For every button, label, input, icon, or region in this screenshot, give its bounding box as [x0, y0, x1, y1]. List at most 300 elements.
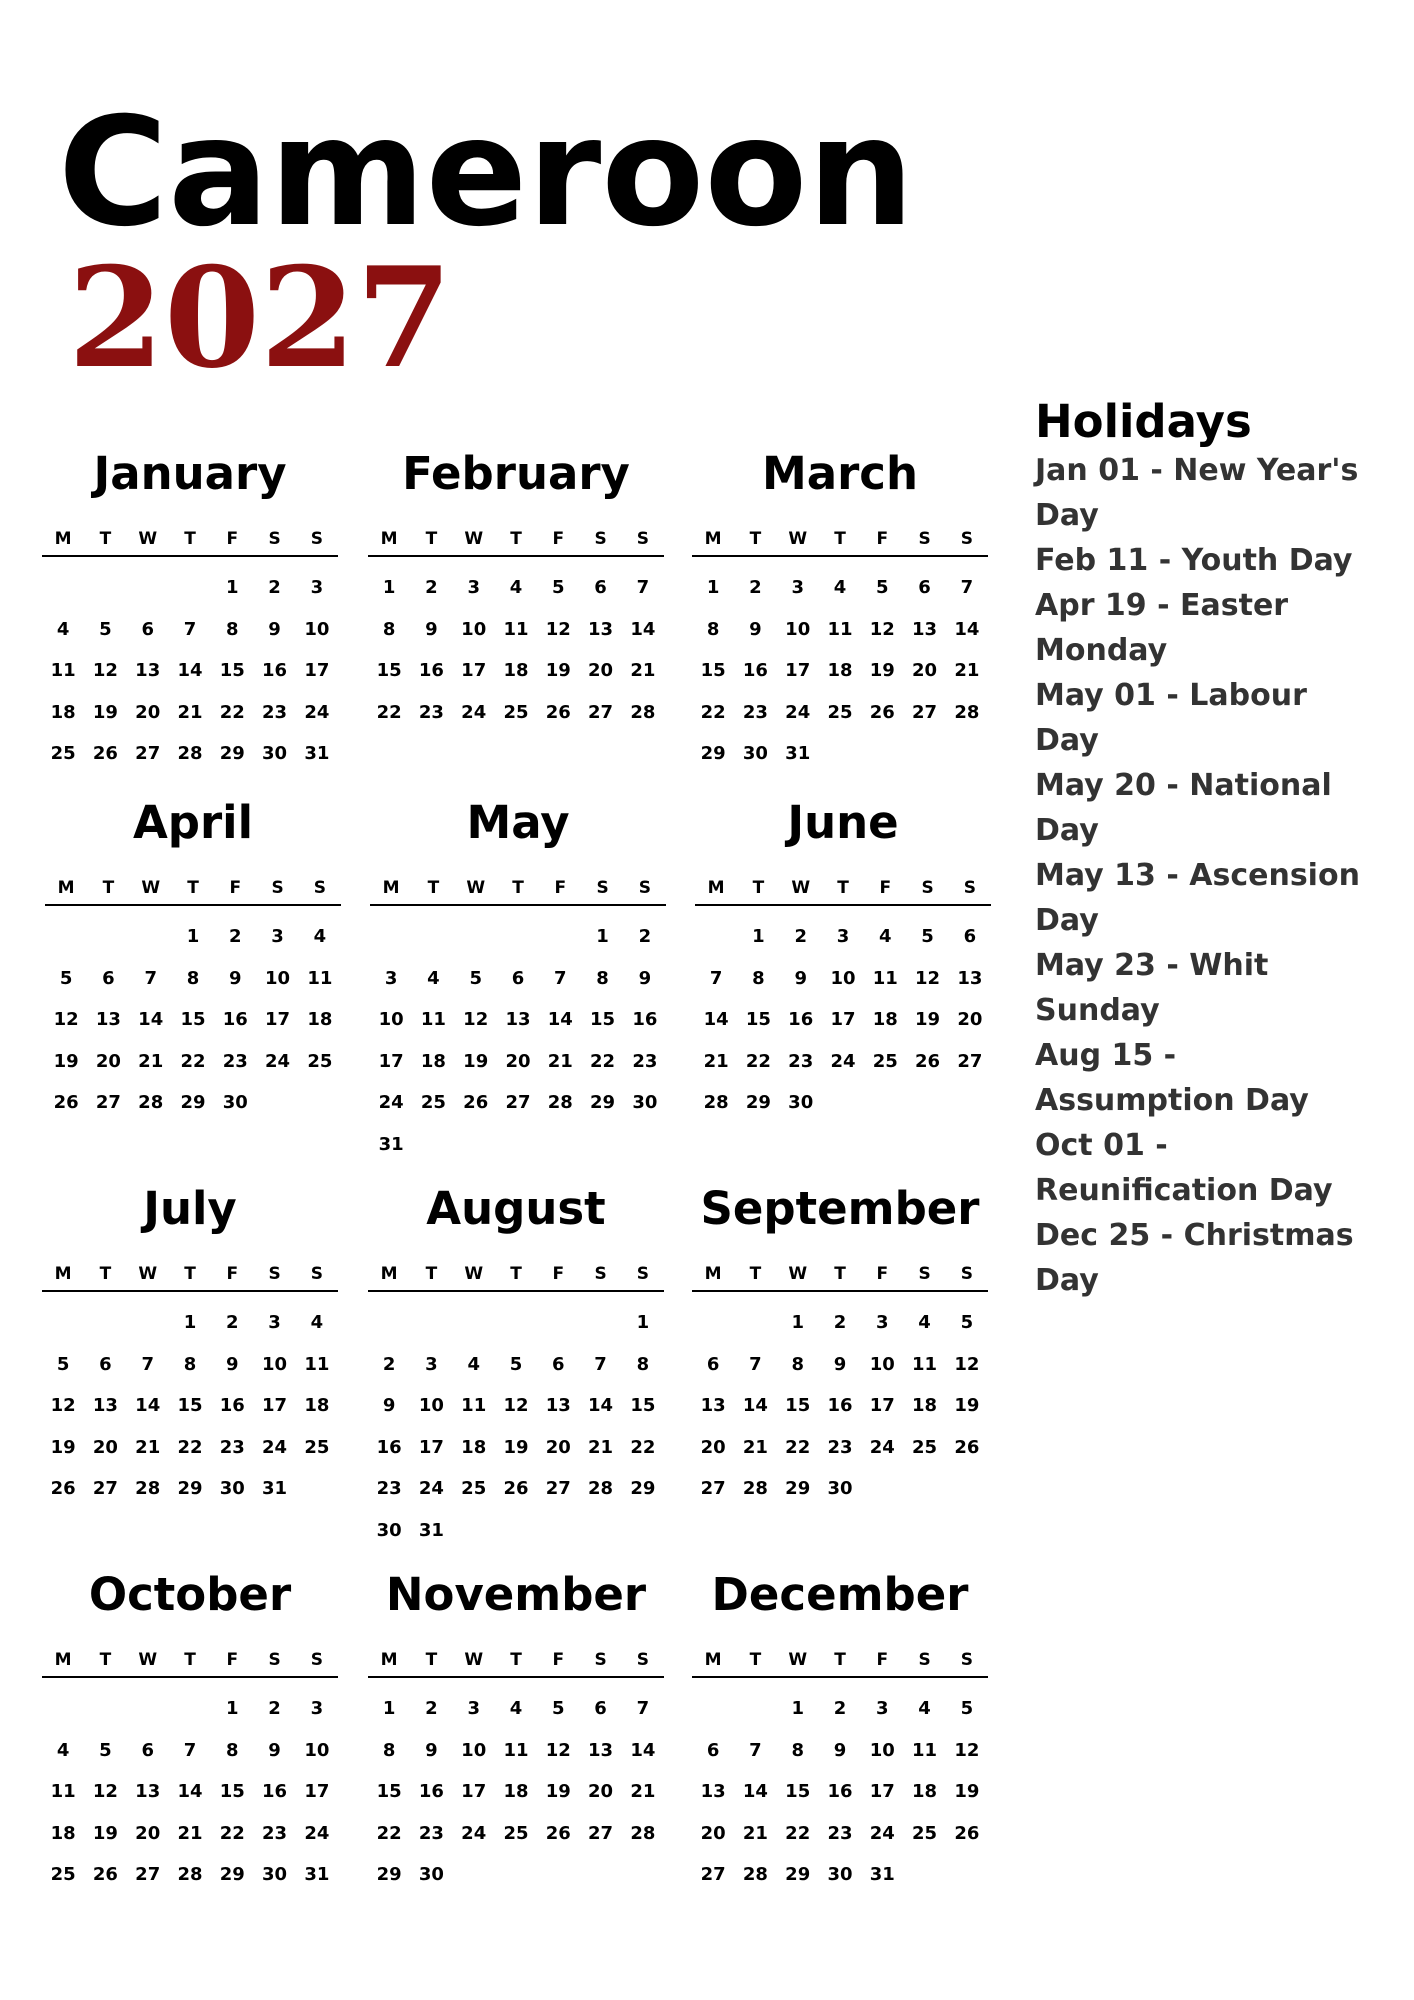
month-october: [42, 1567, 338, 1896]
weekday-header-row: [368, 529, 664, 557]
day-cell: 12: [545, 618, 571, 640]
day-cell: 7: [636, 1698, 650, 1719]
day-cell: 19: [915, 1009, 941, 1030]
day-cell: 4: [918, 1698, 931, 1719]
weekday-label: T: [187, 878, 199, 898]
day-cell: 10: [418, 1395, 444, 1416]
day-cell: 4: [918, 1312, 931, 1333]
day-cell: 3: [791, 577, 804, 598]
day-cell: 1: [596, 926, 609, 947]
weekday-label: T: [184, 1650, 196, 1670]
month-april: [45, 795, 341, 1124]
holiday-item: Feb 11 - Youth Day: [1035, 543, 1353, 578]
day-cell: 12: [92, 660, 118, 681]
weekday-label: W: [791, 878, 811, 898]
weekday-header-row: [45, 878, 341, 906]
day-cell: 19: [869, 660, 895, 681]
day-cell: 19: [92, 701, 118, 723]
day-cell: 4: [427, 967, 440, 989]
day-cell: 26: [869, 701, 895, 723]
weekday-label: T: [837, 878, 849, 898]
month-august: [368, 1181, 664, 1551]
day-grid: [42, 557, 338, 775]
weekday-label: W: [138, 529, 158, 549]
day-cell: 3: [467, 1698, 480, 1719]
day-cell: 30: [788, 1092, 814, 1113]
weekday-label: S: [594, 1650, 607, 1670]
holiday-item: Oct 01 - Reunification Day: [1035, 1128, 1333, 1208]
day-cell: 19: [545, 660, 571, 681]
weekday-label: S: [636, 1650, 649, 1670]
day-cell: 25: [304, 1436, 330, 1458]
day-cell-empty: [130, 916, 172, 958]
day-cell: 13: [135, 660, 161, 681]
day-cell: 21: [630, 1781, 656, 1802]
day-cell: 31: [418, 1519, 444, 1541]
day-cell: 9: [382, 1395, 396, 1416]
day-cell: 20: [92, 1436, 118, 1458]
holiday-item: May 23 - Whit Sunday: [1035, 948, 1269, 1028]
day-cell: 4: [56, 618, 70, 640]
day-cell: 4: [56, 1739, 70, 1761]
day-cell: 25: [50, 1864, 76, 1885]
day-cell: 15: [630, 1395, 656, 1416]
holiday-item: Jan 01 - New Year's Day: [1035, 453, 1359, 533]
day-cell: 22: [376, 1822, 402, 1844]
weekday-label: W: [138, 1264, 158, 1284]
weekday-label: S: [918, 529, 931, 549]
weekday-label: S: [918, 1264, 931, 1284]
day-cell: 1: [186, 926, 200, 947]
weekday-label: M: [382, 878, 400, 898]
weekday-label: S: [310, 1650, 323, 1670]
weekday-label: M: [57, 878, 75, 898]
day-cell: 1: [791, 1312, 804, 1333]
day-cell: 6: [141, 1739, 154, 1761]
day-cell: 16: [418, 1781, 444, 1802]
day-cell: 22: [177, 1436, 203, 1458]
country-title: Cameroon: [58, 86, 915, 260]
day-cell: 15: [219, 660, 245, 681]
day-cell: 25: [912, 1822, 938, 1844]
day-cell: 20: [135, 1822, 161, 1844]
day-cell: 6: [99, 1353, 112, 1375]
day-cell: 2: [268, 577, 281, 598]
month-january: [42, 446, 338, 775]
weekday-label: W: [464, 1650, 484, 1670]
day-cell: 1: [636, 1312, 650, 1333]
day-cell: 8: [226, 1739, 239, 1761]
weekday-label: T: [834, 529, 846, 549]
day-cell: 19: [50, 1436, 76, 1458]
day-cell: 21: [135, 1436, 161, 1458]
day-cell: 30: [262, 1864, 288, 1885]
day-cell: 16: [788, 1009, 814, 1030]
month-name: December: [711, 1568, 969, 1621]
day-cell: 16: [632, 1009, 658, 1030]
day-cell: 31: [304, 1864, 330, 1885]
holidays-panel: [1035, 395, 1375, 1303]
day-cell-empty: [734, 1688, 776, 1730]
day-cell: 23: [632, 1050, 658, 1072]
day-cell: 13: [588, 618, 614, 640]
day-cell: 10: [785, 618, 811, 640]
day-cell: 30: [219, 1478, 245, 1499]
day-cell: 29: [590, 1092, 616, 1113]
weekday-label: S: [596, 878, 609, 898]
weekday-label: M: [54, 529, 72, 549]
day-cell: 6: [511, 967, 525, 989]
day-cell: 2: [268, 1698, 281, 1719]
day-cell: 23: [222, 1050, 248, 1072]
day-cell: 12: [545, 1739, 571, 1761]
weekday-label: W: [464, 1264, 484, 1284]
day-cell: 9: [425, 1739, 438, 1761]
day-cell: 18: [420, 1050, 446, 1072]
year-title: 2027: [68, 236, 453, 399]
day-cell: 5: [59, 967, 73, 989]
day-cell: 21: [630, 660, 656, 681]
weekday-label: S: [268, 1650, 281, 1670]
day-cell: 25: [503, 1822, 529, 1844]
day-cell: 24: [461, 701, 487, 723]
day-cell-empty: [127, 567, 169, 609]
day-cell: 30: [418, 1864, 444, 1885]
day-cell: 3: [836, 926, 850, 947]
day-cell-empty: [455, 916, 497, 958]
day-cell: 1: [382, 577, 396, 598]
day-cell: 2: [229, 926, 242, 947]
day-cell: 17: [262, 1395, 288, 1416]
day-cell: 16: [376, 1436, 402, 1458]
day-cell: 25: [307, 1050, 333, 1072]
day-cell-empty: [692, 1302, 734, 1344]
day-cell-empty: [495, 1302, 537, 1344]
day-cell: 20: [505, 1050, 531, 1072]
day-cell: 31: [869, 1864, 895, 1885]
day-cell: 9: [268, 618, 281, 640]
day-cell: 25: [50, 743, 76, 764]
day-cell: 26: [463, 1092, 489, 1113]
weekday-label: T: [99, 1650, 112, 1670]
day-cell: 5: [469, 967, 482, 989]
day-cell-empty: [692, 1688, 734, 1730]
day-cell: 5: [960, 1312, 974, 1333]
month-name: June: [787, 796, 899, 849]
month-name: August: [426, 1182, 606, 1235]
day-cell: 13: [912, 618, 938, 640]
weekday-label: T: [749, 1264, 762, 1284]
day-cell-empty: [453, 1302, 495, 1344]
day-cell: 27: [545, 1478, 571, 1499]
day-cell: 21: [742, 1822, 768, 1844]
day-grid: [695, 906, 991, 1124]
day-cell: 25: [461, 1478, 487, 1499]
day-cell: 3: [271, 926, 284, 947]
weekday-label: W: [141, 878, 161, 898]
weekday-label: S: [960, 1650, 973, 1670]
day-cell: 2: [638, 926, 652, 947]
day-cell: 10: [461, 618, 487, 640]
day-cell: 24: [304, 1822, 330, 1844]
day-cell: 26: [915, 1050, 941, 1072]
day-cell: 29: [630, 1478, 656, 1499]
day-cell: 3: [384, 967, 398, 989]
day-grid: [692, 557, 988, 775]
day-cell: 22: [700, 701, 726, 723]
weekday-label: S: [963, 878, 976, 898]
day-cell: 24: [869, 1436, 895, 1458]
day-cell: 1: [226, 1698, 239, 1719]
day-cell: 6: [102, 967, 115, 989]
weekday-label: F: [879, 878, 892, 898]
day-cell: 25: [872, 1050, 898, 1072]
day-cell: 21: [703, 1050, 729, 1072]
day-cell: 17: [461, 1781, 487, 1802]
day-cell: 1: [226, 577, 239, 598]
day-cell: 13: [545, 1395, 571, 1416]
day-cell: 21: [588, 1436, 614, 1458]
weekday-label: S: [268, 1264, 281, 1284]
day-cell: 31: [785, 743, 811, 764]
weekday-label: W: [788, 1264, 808, 1284]
day-cell: 22: [745, 1050, 771, 1072]
day-cell: 28: [630, 1822, 656, 1844]
day-cell: 16: [219, 1395, 245, 1416]
day-cell-empty: [695, 916, 737, 958]
day-cell: 7: [144, 967, 157, 989]
weekday-label: M: [704, 1264, 722, 1284]
day-cell: 14: [742, 1395, 768, 1416]
month-name: January: [93, 447, 287, 500]
day-cell: 16: [827, 1395, 853, 1416]
day-cell: 11: [461, 1395, 487, 1416]
day-cell-empty: [497, 916, 539, 958]
day-cell: 27: [505, 1092, 531, 1113]
day-cell: 31: [304, 743, 330, 764]
weekday-header-row: [692, 1264, 988, 1292]
weekday-label: T: [834, 1650, 846, 1670]
day-cell: 16: [262, 1781, 288, 1802]
day-cell: 20: [700, 1822, 726, 1844]
day-cell-empty: [539, 916, 581, 958]
weekday-label: F: [226, 1264, 239, 1284]
weekday-header-row: [370, 878, 666, 906]
day-cell: 27: [92, 1478, 118, 1499]
day-cell: 11: [420, 1009, 446, 1030]
day-cell: 27: [700, 1864, 726, 1885]
day-cell: 7: [749, 1739, 762, 1761]
day-cell: 24: [378, 1092, 404, 1113]
weekday-header-row: [368, 1264, 664, 1292]
weekday-label: F: [226, 1650, 239, 1670]
weekday-label: T: [834, 1264, 846, 1284]
day-cell: 29: [700, 743, 726, 764]
weekday-label: S: [918, 1650, 931, 1670]
day-cell: 26: [92, 1864, 118, 1885]
weekday-label: T: [752, 878, 765, 898]
day-cell: 21: [177, 701, 203, 723]
day-cell: 12: [915, 967, 941, 989]
day-cell: 13: [957, 967, 983, 989]
day-cell: 4: [509, 577, 523, 598]
weekday-header-row: [368, 1650, 664, 1678]
day-cell-empty: [45, 916, 87, 958]
day-cell: 21: [742, 1436, 768, 1458]
weekday-label: M: [54, 1264, 72, 1284]
day-cell: 24: [830, 1050, 856, 1072]
day-cell: 8: [596, 967, 609, 989]
day-cell: 1: [382, 1698, 396, 1719]
day-cell: 17: [304, 1781, 330, 1802]
day-cell: 21: [177, 1822, 203, 1844]
day-cell: 5: [99, 1739, 112, 1761]
day-cell: 7: [749, 1353, 762, 1375]
weekday-label: S: [638, 878, 651, 898]
weekday-label: S: [594, 1264, 607, 1284]
weekday-label: T: [749, 1650, 762, 1670]
weekday-label: M: [704, 529, 722, 549]
day-cell: 1: [183, 1312, 197, 1333]
weekday-label: M: [704, 1650, 722, 1670]
month-march: [692, 446, 988, 775]
day-cell: 3: [467, 577, 480, 598]
day-cell: 8: [636, 1353, 650, 1375]
day-cell: 27: [588, 1822, 614, 1844]
weekday-label: T: [99, 529, 112, 549]
day-cell-empty: [579, 1302, 621, 1344]
day-cell: 11: [503, 618, 529, 640]
weekday-label: S: [594, 529, 607, 549]
day-cell: 9: [794, 967, 807, 989]
day-cell: 12: [50, 1395, 76, 1416]
weekday-label: F: [226, 529, 239, 549]
day-cell: 2: [425, 577, 438, 598]
day-cell: 26: [503, 1478, 529, 1499]
day-cell: 7: [709, 967, 723, 989]
weekday-label: T: [184, 529, 196, 549]
day-cell: 7: [183, 1739, 197, 1761]
weekday-label: S: [271, 878, 284, 898]
day-cell: 29: [785, 1478, 811, 1499]
day-cell: 30: [742, 743, 768, 764]
weekday-label: F: [552, 1264, 565, 1284]
day-cell: 8: [382, 618, 396, 640]
day-cell: 10: [869, 1353, 895, 1375]
weekday-header-row: [692, 1650, 988, 1678]
day-cell: 6: [552, 1353, 565, 1375]
day-cell: 11: [307, 967, 333, 989]
day-cell: 22: [219, 701, 245, 723]
day-cell: 15: [590, 1009, 616, 1030]
day-cell: 27: [95, 1092, 121, 1113]
day-cell: 22: [785, 1822, 811, 1844]
day-cell: 12: [503, 1395, 529, 1416]
day-cell: 12: [92, 1781, 118, 1802]
month-name: September: [700, 1182, 980, 1235]
day-cell: 17: [265, 1009, 291, 1030]
day-cell-empty: [412, 916, 454, 958]
day-cell: 7: [594, 1353, 607, 1375]
day-cell: 27: [912, 701, 938, 723]
day-cell: 9: [833, 1353, 847, 1375]
day-cell-empty: [169, 1688, 211, 1730]
day-cell: 1: [791, 1698, 804, 1719]
day-cell: 3: [268, 1312, 281, 1333]
weekday-header-row: [692, 529, 988, 557]
day-grid: [368, 1292, 664, 1551]
day-cell: 18: [307, 1009, 333, 1030]
day-cell: 13: [588, 1739, 614, 1761]
day-cell: 4: [467, 1353, 480, 1375]
weekday-label: S: [310, 529, 323, 549]
day-cell: 1: [706, 577, 720, 598]
holiday-item: Dec 25 - Christmas Day: [1035, 1218, 1354, 1298]
day-cell: 7: [141, 1353, 154, 1375]
day-cell: 22: [376, 701, 402, 723]
day-cell: 24: [869, 1822, 895, 1844]
day-cell: 11: [912, 1353, 938, 1375]
day-cell: 24: [785, 701, 811, 723]
day-cell: 8: [382, 1739, 396, 1761]
day-cell: 13: [92, 1395, 118, 1416]
holiday-item: May 01 - Labour Day: [1035, 678, 1307, 758]
day-cell: 10: [304, 618, 330, 640]
weekday-header-row: [42, 529, 338, 557]
day-cell: 28: [177, 743, 203, 764]
day-cell: 22: [785, 1436, 811, 1458]
weekday-label: S: [313, 878, 326, 898]
weekday-label: T: [184, 1264, 196, 1284]
day-cell: 28: [138, 1092, 164, 1113]
day-cell-empty: [84, 1688, 126, 1730]
day-cell: 2: [226, 1312, 239, 1333]
day-cell: 17: [461, 660, 487, 681]
day-cell-empty: [410, 1302, 452, 1344]
day-cell: 5: [960, 1698, 974, 1719]
day-cell: 23: [418, 1822, 444, 1844]
day-cell: 10: [378, 1009, 404, 1030]
day-cell: 23: [262, 1822, 288, 1844]
day-cell: 14: [177, 1781, 203, 1802]
day-cell: 18: [503, 660, 529, 681]
day-cell-empty: [42, 1688, 84, 1730]
day-cell: 24: [418, 1478, 444, 1499]
day-cell: 4: [313, 926, 327, 947]
day-grid: [692, 1292, 988, 1510]
weekday-label: T: [99, 1264, 112, 1284]
day-cell-empty: [127, 1688, 169, 1730]
day-cell: 28: [588, 1478, 614, 1499]
day-cell: 23: [827, 1822, 853, 1844]
day-cell: 2: [425, 1698, 438, 1719]
day-cell: 17: [418, 1436, 444, 1458]
day-cell: 28: [630, 701, 656, 723]
day-cell: 20: [588, 660, 614, 681]
day-cell: 11: [503, 1739, 529, 1761]
day-cell: 14: [630, 1739, 656, 1761]
day-cell: 19: [92, 1822, 118, 1844]
day-cell: 23: [788, 1050, 814, 1072]
day-cell: 18: [304, 1395, 330, 1416]
day-cell: 9: [226, 1353, 239, 1375]
day-cell: 12: [53, 1009, 79, 1030]
day-cell: 15: [785, 1395, 811, 1416]
month-name: April: [132, 796, 254, 849]
day-cell: 29: [177, 1478, 203, 1499]
day-cell: 28: [135, 1478, 161, 1499]
day-cell: 6: [706, 1353, 720, 1375]
